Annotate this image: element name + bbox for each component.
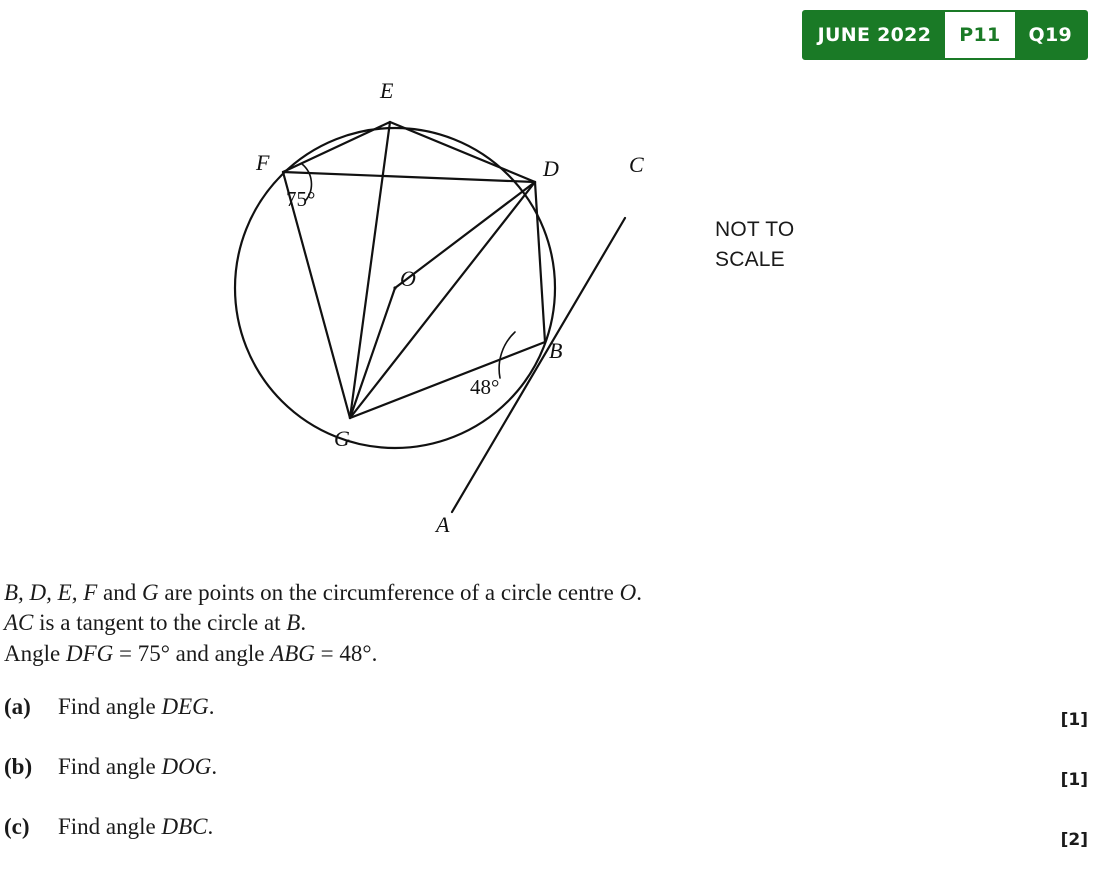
circle-theorem-diagram — [0, 60, 740, 560]
statement-line1-end: . — [636, 580, 643, 605]
part-marks-a: [1] — [1060, 710, 1088, 730]
part-a-angle: DEG — [161, 694, 209, 719]
centre-point-O — [393, 286, 396, 289]
part-row-a — [4, 694, 1094, 754]
chord-DB — [535, 182, 545, 342]
statement-points: B, D, E, F — [4, 580, 98, 605]
part-label-c: (c) — [4, 814, 30, 839]
angle-label-F: 75° — [286, 187, 316, 211]
part-a-end: . — [208, 694, 215, 719]
part-b-end: . — [211, 754, 218, 779]
statement-tangent-point-b: B — [286, 610, 301, 636]
statement-angle-word: Angle — [4, 640, 66, 666]
part-label-a: (a) — [4, 694, 31, 719]
question-statement — [4, 578, 1064, 669]
label-O: O — [400, 266, 416, 291]
exam-reference-badge — [802, 10, 1088, 60]
question-parts — [4, 694, 1094, 874]
part-c-end: . — [207, 814, 214, 839]
part-label-b: (b) — [4, 754, 33, 779]
part-row-c — [4, 814, 1094, 874]
part-text-a — [58, 694, 215, 720]
statement-line-3 — [4, 639, 1064, 669]
label-C: C — [629, 152, 644, 177]
label-B: B — [549, 338, 563, 363]
not-to-scale-note — [715, 215, 794, 276]
part-b-angle: DOG — [161, 754, 212, 779]
badge-session: JUNE 2022 — [817, 24, 932, 46]
part-c-angle: DBC — [161, 814, 208, 839]
part-a-prompt: Find angle — [58, 694, 162, 719]
not-to-scale-line2: SCALE — [715, 248, 785, 272]
label-A: A — [436, 512, 450, 537]
angle-label-B: 48° — [470, 375, 500, 399]
label-G: G — [334, 426, 350, 451]
statement-line3-end: = 48°. — [314, 640, 378, 666]
label-F: F — [256, 150, 270, 175]
statement-and: and — [97, 580, 142, 605]
part-marks-b: [1] — [1060, 770, 1088, 790]
statement-angle-values: = 75° and angle — [113, 640, 271, 666]
part-b-prompt: Find angle — [58, 754, 162, 779]
badge-paper: P11 — [945, 12, 1014, 58]
label-D: D — [543, 156, 559, 181]
statement-ac: AC — [4, 610, 34, 636]
tangent-AC — [452, 218, 625, 512]
statement-line-1 — [4, 578, 1064, 608]
statement-angle-dfg: DFG — [65, 640, 114, 666]
part-text-c — [58, 814, 213, 840]
statement-tangent-text: is a tangent to the circle at — [33, 610, 287, 636]
statement-line-2 — [4, 608, 1064, 638]
not-to-scale-line1: NOT TO — [715, 218, 795, 241]
badge-question: Q19 — [1028, 24, 1072, 46]
part-c-prompt: Find angle — [58, 814, 162, 839]
statement-centre-o: O — [619, 580, 637, 605]
chord-FD — [283, 172, 535, 182]
label-E: E — [380, 78, 394, 103]
part-marks-c: [2] — [1060, 830, 1088, 850]
diagram-svg — [0, 60, 740, 560]
part-text-b — [58, 754, 217, 780]
statement-line2-end: . — [300, 610, 307, 636]
chord-EF — [283, 122, 390, 172]
statement-circumference-text: are points on the circumference of a circle centre — [158, 580, 620, 605]
statement-angle-abg: ABG — [270, 640, 315, 666]
radius-OG — [350, 288, 395, 418]
chord-ED — [390, 122, 535, 182]
statement-point-g: G — [141, 580, 159, 605]
part-row-b — [4, 754, 1094, 814]
